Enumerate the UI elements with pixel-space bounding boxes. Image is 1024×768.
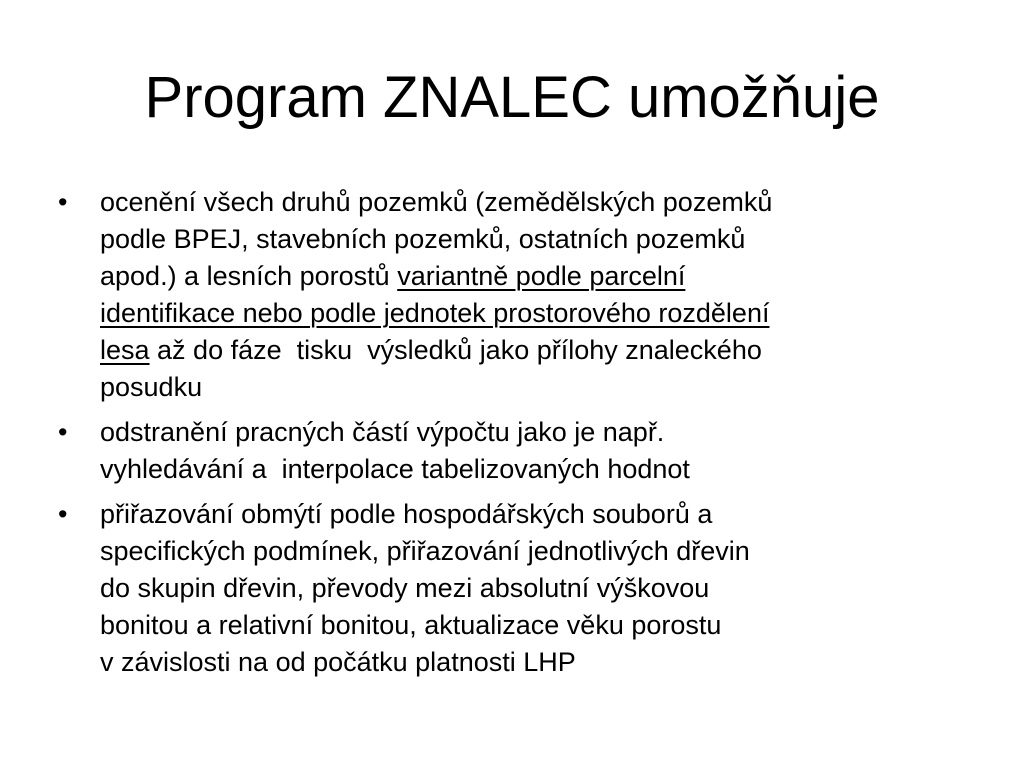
bullet-line [100,332,958,369]
underlined-text: identifikace nebo podle jednotek prostorového rozdělení [100,298,770,328]
bullet-line [100,258,958,295]
underlined-text: variantně podle parcelní [397,261,686,291]
bullet-line [100,414,958,451]
bullet-line-text: přiřazování obmýtí podle hospodářských souborů a [100,499,713,529]
bullet-line-text: podle BPEJ, stavebních pozemků, ostatních pozemků [100,224,746,254]
bullet-line-text: do skupin dřevin, převody mezi absolutní výškovou [100,573,710,603]
bullet-item [58,184,958,406]
bullet-line [100,607,958,644]
bullet-text [100,184,958,406]
bullet-line-text: až do fáze tisku výsledků jako přílohy znaleckého [149,335,762,365]
bullet-line [100,295,958,332]
bullet-line-text: apod.) a lesních porostů [100,261,398,291]
slide-title: Program ZNALEC umožňuje [144,65,880,130]
bullet-line [100,451,958,488]
bullet-line-text: bonitou a relativní bonitou, aktualizace věku porostu [100,610,722,640]
bullet-line-text: v závislosti na od počátku platnosti LHP [100,647,576,677]
bullet-line-text: specifických podmínek, přiřazování jednotlivých dřevin [100,536,750,566]
bullet-item [58,496,958,681]
bullet-item [58,414,958,488]
bullet-marker: • [58,187,68,217]
bullet-line [100,221,958,258]
bullet-line-text: posudku [100,372,203,402]
bullet-text [100,414,958,488]
bullet-line [100,570,958,607]
bullet-line-text: ocenění všech druhů pozemků (zemědělských pozemků [100,187,773,217]
bullet-list [58,184,958,689]
bullet-line [100,184,958,221]
bullet-line [100,533,958,570]
bullet-line-text: odstranění pracných částí výpočtu jako je např. [100,417,665,447]
bullet-marker: • [58,499,68,529]
bullet-marker: • [58,417,68,447]
underlined-text: lesa [100,335,150,365]
bullet-line [100,369,958,406]
bullet-line-text: vyhledávání a interpolace tabelizovaných hodnot [100,454,690,484]
bullet-line [100,496,958,533]
bullet-text [100,496,958,681]
bullet-line [100,644,958,681]
